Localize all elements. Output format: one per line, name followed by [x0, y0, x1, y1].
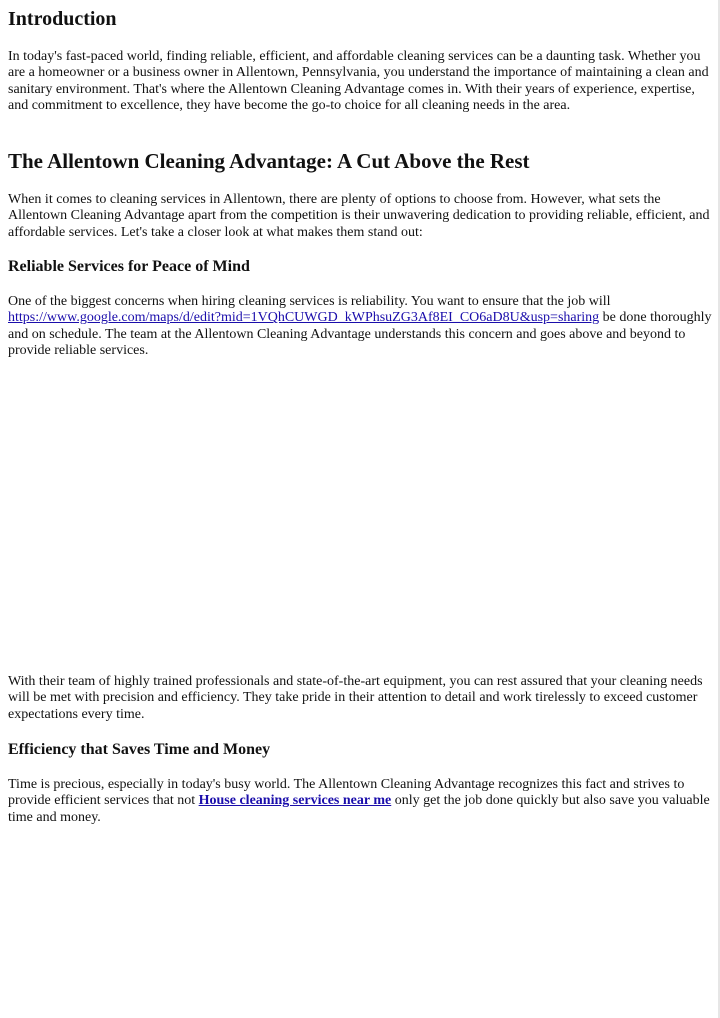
reliable-text-before: One of the biggest concerns when hiring cleaning services is reliability. You want to ensure that the job will: [8, 294, 611, 309]
efficiency-paragraph: [8, 777, 712, 826]
reliable-heading: Reliable Services for Peace of Mind: [8, 258, 250, 275]
efficiency-text-before: Time is precious, especially in today's busy world. The Allentown Cleaning Advantage recognizes this fact and strives to provide efficient services that not: [8, 777, 685, 809]
advantage-paragraph: When it comes to cleaning services in Allentown, there are plenty of options to choose from. However, what sets the Allentown Cleaning Advantage apart from the competition is their unwavering dedication to providing reliable, efficient, and affordable services. Let's take a closer look at what makes them stand out:: [8, 192, 710, 240]
advantage-heading: The Allentown Cleaning Advantage: A Cut Above the Rest: [8, 149, 530, 173]
reliable-paragraph-2: With their team of highly trained professionals and state-of-the-art equipment, you can rest assured that your cleaning needs will be met with precision and efficiency. They take pride in their attention to detail and work tirelessly to exceed customer expectations every time.: [8, 674, 703, 722]
efficiency-heading: Efficiency that Saves Time and Money: [8, 741, 271, 758]
reliable-paragraph: [8, 294, 712, 360]
intro-paragraph: In today's fast-paced world, finding reliable, efficient, and affordable cleaning services can be a daunting task. Whether you are a homeowner or a business owner in Allentown, Pennsylvania, you understand the importance of maintaining a clean and sanitary environment. That's where the Allentown Cleaning Advantage comes in. With their years of experience, expertise, and commitment to excellence, they have become the go-to choice for all cleaning needs in the area.: [8, 49, 709, 114]
efficiency-text-after: only get the job done quickly but also save you valuable time and money.: [8, 793, 710, 825]
reliable-text-after: be done thoroughly and on schedule. The team at the Allentown Cleaning Advantage understands this concern and goes above and beyond to provide reliable services.: [8, 310, 712, 359]
google-maps-link[interactable]: https://www.google.com/maps/d/edit?mid=1VQhCUWGD_kWPhsuZG3Af8EI_CO6aD8U&usp=sharing: [8, 310, 600, 326]
house-cleaning-link[interactable]: House cleaning services near me: [198, 793, 392, 809]
intro-heading: Introduction: [8, 8, 117, 30]
